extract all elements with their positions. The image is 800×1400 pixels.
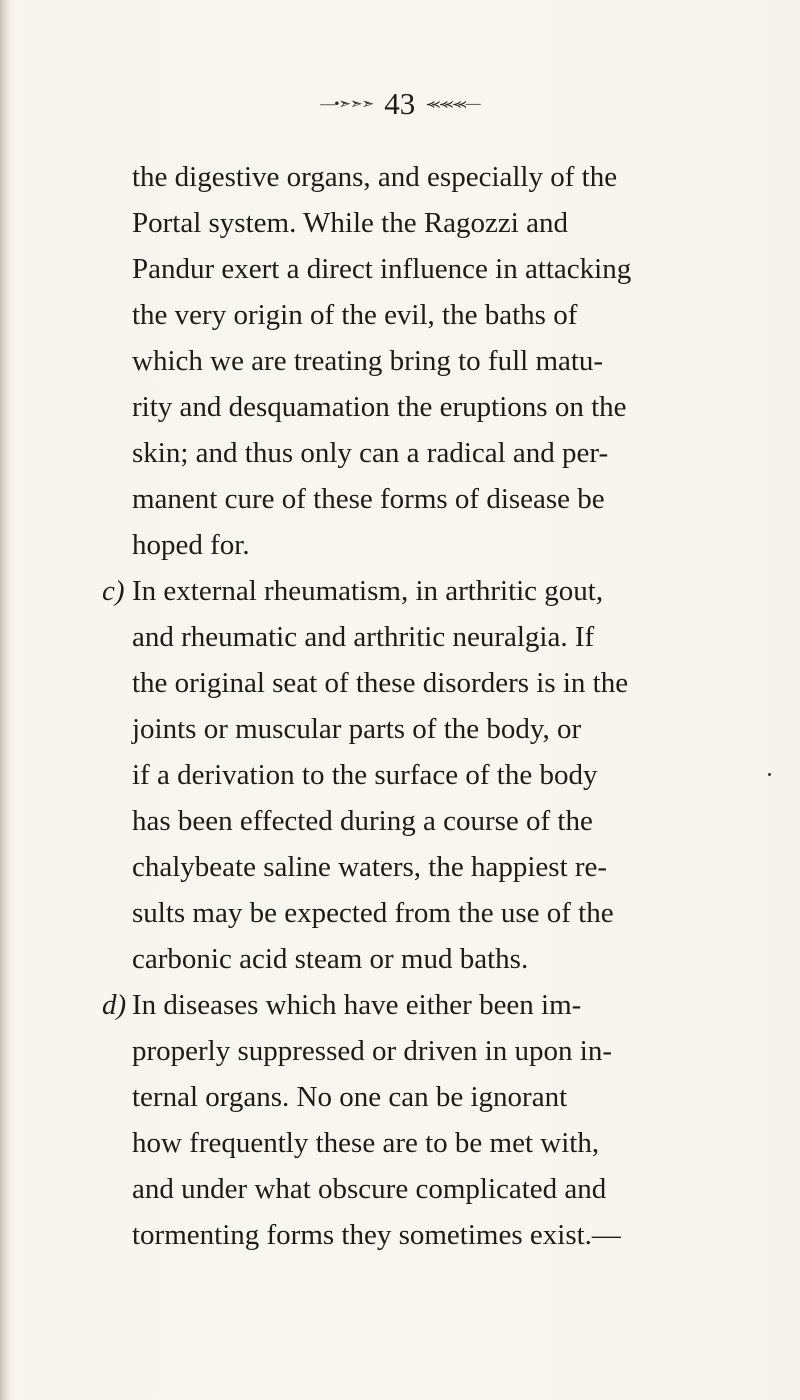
text-line: hoped for.	[132, 529, 250, 561]
text-line: joints or muscular parts of the body, or	[132, 713, 582, 745]
list-marker-d: d)	[102, 989, 127, 1021]
text-line: which we are treating bring to full matu-	[132, 345, 604, 377]
text-line: the digestive organs, and especially of the	[132, 161, 618, 193]
text-line: and under what obscure complicated and	[132, 1173, 607, 1205]
text-line: the very origin of the evil, the baths of	[132, 299, 578, 331]
text-line: In external rheumatism, in arthritic gout,	[132, 575, 604, 607]
text-line: sults may be expected from the use of the	[132, 897, 614, 929]
text-line: rity and desquamation the eruptions on the	[132, 391, 627, 423]
text-line: ternal organs. No one can be ignorant	[132, 1081, 568, 1113]
text-line: and rheumatic and arthritic neuralgia. If	[132, 621, 595, 653]
text-line: Portal system. While the Ragozzi and	[132, 207, 568, 239]
text-line: if a derivation to the surface of the body	[132, 759, 598, 791]
text-line: In diseases which have either been im-	[132, 989, 582, 1021]
text-line: Pandur exert a direct influence in attacking	[132, 253, 632, 285]
page-gutter-shadow	[0, 0, 10, 1400]
page-number: 43	[384, 86, 416, 121]
text-line: skin; and thus only can a radical and per-	[132, 437, 609, 469]
ornament-left: —•➣➣➣	[320, 96, 374, 113]
text-line: chalybeate saline waters, the happiest re-	[132, 851, 608, 883]
text-line: how frequently these are to be met with,	[132, 1127, 600, 1159]
list-marker-c: c)	[102, 575, 125, 607]
paper-speck	[768, 773, 771, 776]
text-line: manent cure of these forms of disease be	[132, 483, 605, 515]
text-line: has been effected during a course of the	[132, 805, 593, 837]
page-header	[0, 86, 800, 122]
text-line: the original seat of these disorders is in the	[132, 667, 629, 699]
text-line: properly suppressed or driven in upon in-	[132, 1035, 613, 1067]
text-line: carbonic acid steam or mud baths.	[132, 943, 529, 975]
text-line: tormenting forms they sometimes exist.—	[132, 1219, 621, 1251]
ornament-right: ⪻⪻⪻—	[426, 96, 480, 112]
